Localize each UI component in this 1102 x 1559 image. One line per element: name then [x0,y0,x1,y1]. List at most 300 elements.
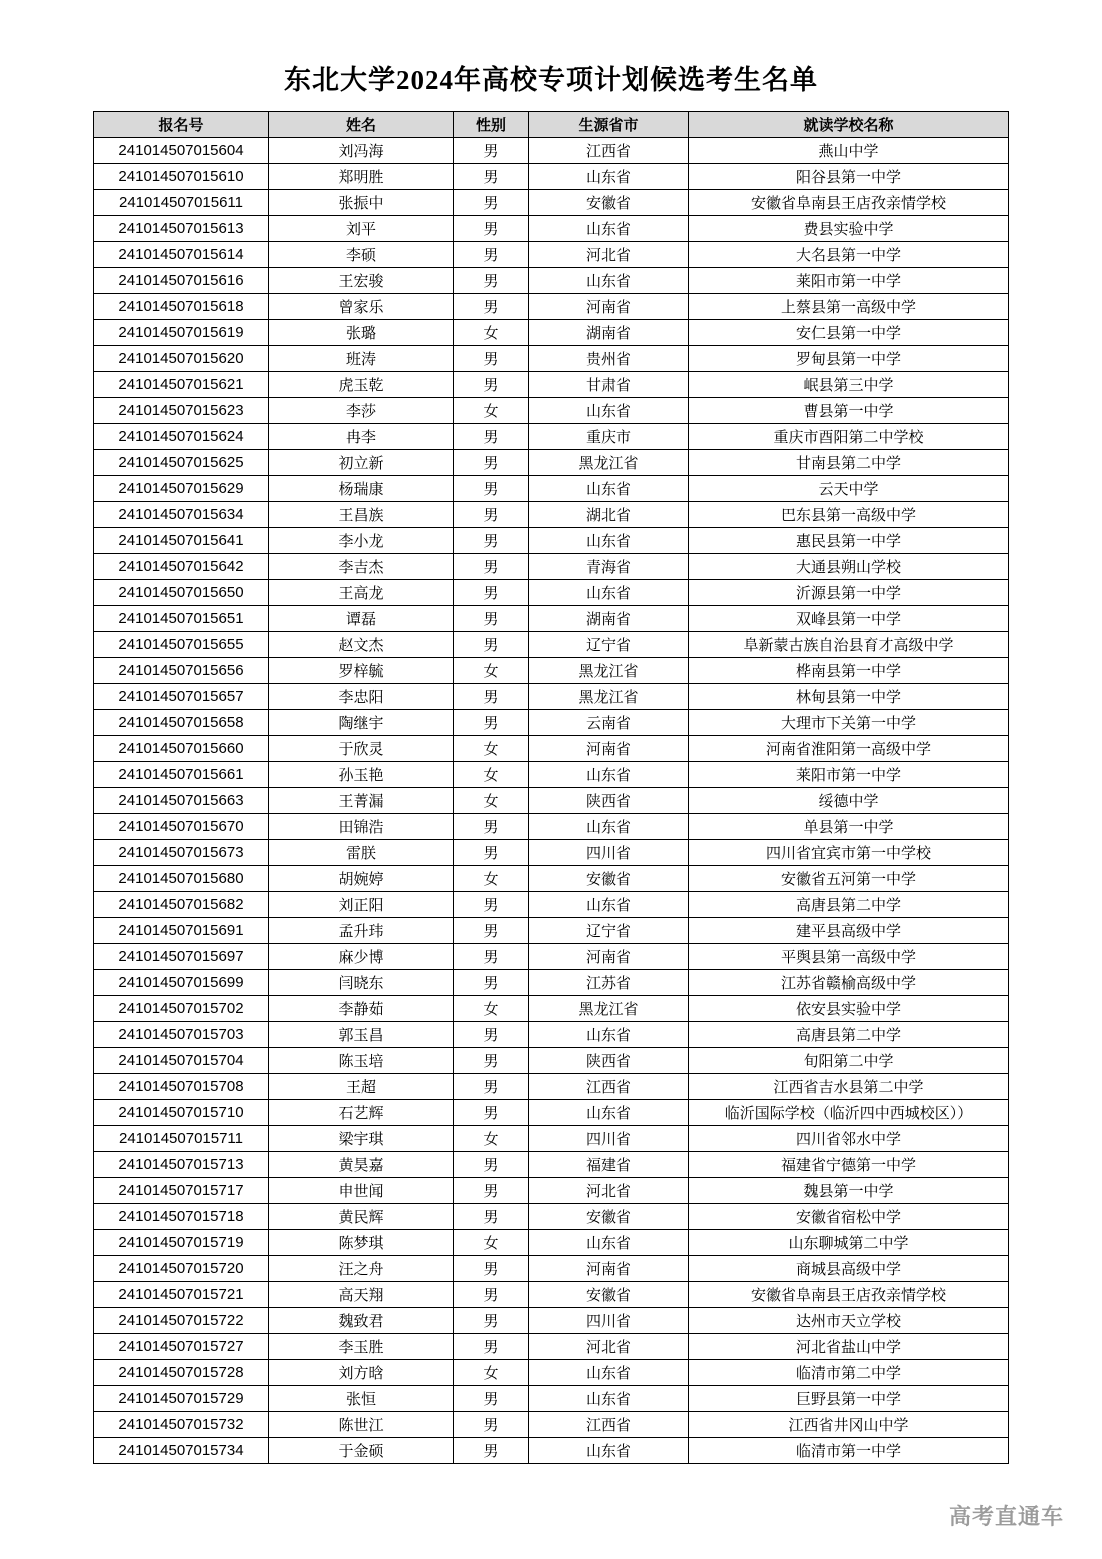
cell-gender: 男 [454,892,529,918]
cell-gender: 男 [454,1386,529,1412]
cell-gender: 男 [454,606,529,632]
cell-reg-no: 241014507015620 [94,346,269,372]
table-row [94,268,1009,294]
cell-province: 安徽省 [529,190,689,216]
cell-gender: 男 [454,1074,529,1100]
cell-school: 商城县高级中学 [689,1256,1009,1282]
cell-school: 甘南县第二中学 [689,450,1009,476]
table-row [94,1412,1009,1438]
cell-province: 辽宁省 [529,918,689,944]
cell-province: 河南省 [529,736,689,762]
cell-province: 河南省 [529,944,689,970]
cell-reg-no: 241014507015708 [94,1074,269,1100]
cell-school: 巴东县第一高级中学 [689,502,1009,528]
cell-school: 安徽省阜南县王店孜亲情学校 [689,190,1009,216]
cell-school: 山东聊城第二中学 [689,1230,1009,1256]
cell-school: 平舆县第一高级中学 [689,944,1009,970]
table-row [94,216,1009,242]
cell-school: 莱阳市第一中学 [689,268,1009,294]
cell-name: 雷朕 [269,840,454,866]
cell-province: 安徽省 [529,1282,689,1308]
table-row [94,1360,1009,1386]
cell-reg-no: 241014507015663 [94,788,269,814]
cell-province: 山东省 [529,1438,689,1464]
cell-school: 达州市天立学校 [689,1308,1009,1334]
table-row [94,762,1009,788]
cell-gender: 男 [454,1282,529,1308]
cell-name: 罗梓毓 [269,658,454,684]
cell-name: 王昌族 [269,502,454,528]
cell-reg-no: 241014507015641 [94,528,269,554]
cell-gender: 男 [454,190,529,216]
cell-reg-no: 241014507015680 [94,866,269,892]
cell-school: 四川省邻水中学 [689,1126,1009,1152]
cell-reg-no: 241014507015611 [94,190,269,216]
table-row [94,450,1009,476]
cell-province: 河北省 [529,242,689,268]
cell-name: 郭玉昌 [269,1022,454,1048]
cell-gender: 男 [454,164,529,190]
cell-province: 福建省 [529,1152,689,1178]
cell-province: 山东省 [529,476,689,502]
cell-gender: 男 [454,450,529,476]
cell-reg-no: 241014507015634 [94,502,269,528]
cell-name: 初立新 [269,450,454,476]
cell-reg-no: 241014507015727 [94,1334,269,1360]
cell-school: 阳谷县第一中学 [689,164,1009,190]
table-row [94,632,1009,658]
cell-school: 安徽省宿松中学 [689,1204,1009,1230]
cell-gender: 男 [454,1256,529,1282]
cell-province: 山东省 [529,268,689,294]
cell-name: 刘平 [269,216,454,242]
cell-name: 班涛 [269,346,454,372]
table-row [94,502,1009,528]
table-row [94,1334,1009,1360]
cell-name: 刘正阳 [269,892,454,918]
table-header [94,112,1009,138]
cell-school: 罗甸县第一中学 [689,346,1009,372]
table-row [94,866,1009,892]
cell-name: 石艺辉 [269,1100,454,1126]
cell-gender: 男 [454,1412,529,1438]
cell-gender: 女 [454,658,529,684]
cell-province: 山东省 [529,216,689,242]
cell-reg-no: 241014507015624 [94,424,269,450]
table-row [94,1178,1009,1204]
cell-name: 魏致君 [269,1308,454,1334]
cell-gender: 男 [454,944,529,970]
cell-school: 高唐县第二中学 [689,892,1009,918]
table-row [94,294,1009,320]
cell-name: 高天翔 [269,1282,454,1308]
table-row [94,1204,1009,1230]
cell-gender: 男 [454,918,529,944]
cell-gender: 男 [454,242,529,268]
cell-province: 河南省 [529,294,689,320]
cell-name: 田锦浩 [269,814,454,840]
cell-school: 单县第一中学 [689,814,1009,840]
cell-reg-no: 241014507015660 [94,736,269,762]
cell-province: 山东省 [529,528,689,554]
table-row [94,944,1009,970]
cell-school: 沂源县第一中学 [689,580,1009,606]
cell-gender: 女 [454,788,529,814]
table-row [94,554,1009,580]
table-row [94,346,1009,372]
cell-province: 河北省 [529,1178,689,1204]
cell-name: 汪之舟 [269,1256,454,1282]
cell-name: 冉李 [269,424,454,450]
cell-school: 高唐县第二中学 [689,1022,1009,1048]
cell-province: 四川省 [529,1126,689,1152]
cell-reg-no: 241014507015610 [94,164,269,190]
cell-school: 建平县高级中学 [689,918,1009,944]
cell-province: 山东省 [529,892,689,918]
cell-school: 桦南县第一中学 [689,658,1009,684]
cell-province: 陕西省 [529,1048,689,1074]
table-body [94,138,1009,1464]
cell-province: 河北省 [529,1334,689,1360]
cell-name: 陈世江 [269,1412,454,1438]
column-header-province: 生源省市 [529,112,689,138]
cell-province: 辽宁省 [529,632,689,658]
cell-province: 山东省 [529,1100,689,1126]
table-row [94,1074,1009,1100]
cell-reg-no: 241014507015711 [94,1126,269,1152]
cell-gender: 男 [454,684,529,710]
table-row [94,970,1009,996]
cell-gender: 男 [454,502,529,528]
cell-gender: 男 [454,216,529,242]
cell-school: 临清市第二中学 [689,1360,1009,1386]
cell-school: 河南省淮阳第一高级中学 [689,736,1009,762]
cell-name: 黄民辉 [269,1204,454,1230]
table-row [94,814,1009,840]
cell-gender: 女 [454,320,529,346]
table-row [94,424,1009,450]
cell-gender: 男 [454,476,529,502]
cell-reg-no: 241014507015651 [94,606,269,632]
table-row [94,658,1009,684]
cell-school: 上蔡县第一高级中学 [689,294,1009,320]
cell-name: 李忠阳 [269,684,454,710]
cell-reg-no: 241014507015713 [94,1152,269,1178]
cell-reg-no: 241014507015702 [94,996,269,1022]
cell-gender: 男 [454,294,529,320]
cell-name: 孙玉艳 [269,762,454,788]
cell-province: 四川省 [529,1308,689,1334]
table-row [94,528,1009,554]
cell-name: 陈梦琪 [269,1230,454,1256]
table-row [94,1282,1009,1308]
cell-school: 巨野县第一中学 [689,1386,1009,1412]
cell-name: 梁宇琪 [269,1126,454,1152]
cell-province: 山东省 [529,398,689,424]
cell-province: 青海省 [529,554,689,580]
cell-gender: 男 [454,970,529,996]
table-row [94,138,1009,164]
cell-reg-no: 241014507015729 [94,1386,269,1412]
cell-name: 陶继宇 [269,710,454,736]
cell-gender: 女 [454,1230,529,1256]
cell-reg-no: 241014507015722 [94,1308,269,1334]
cell-province: 甘肃省 [529,372,689,398]
table-row [94,372,1009,398]
table-row [94,190,1009,216]
cell-gender: 男 [454,528,529,554]
table-row [94,788,1009,814]
cell-reg-no: 241014507015682 [94,892,269,918]
cell-reg-no: 241014507015650 [94,580,269,606]
cell-gender: 男 [454,1100,529,1126]
cell-name: 王超 [269,1074,454,1100]
cell-province: 四川省 [529,840,689,866]
cell-reg-no: 241014507015658 [94,710,269,736]
cell-name: 黄昊嘉 [269,1152,454,1178]
cell-gender: 男 [454,710,529,736]
page-title: 东北大学2024年高校专项计划候选考生名单 [284,65,818,95]
cell-name: 曾家乐 [269,294,454,320]
cell-name: 于欣灵 [269,736,454,762]
cell-name: 虎玉乾 [269,372,454,398]
cell-school: 四川省宜宾市第一中学校 [689,840,1009,866]
cell-province: 山东省 [529,1360,689,1386]
cell-gender: 男 [454,814,529,840]
cell-name: 胡婉婷 [269,866,454,892]
table-row [94,1152,1009,1178]
cell-reg-no: 241014507015619 [94,320,269,346]
cell-gender: 男 [454,1204,529,1230]
cell-gender: 女 [454,1360,529,1386]
cell-name: 张振中 [269,190,454,216]
table-row [94,1438,1009,1464]
cell-school: 魏县第一中学 [689,1178,1009,1204]
cell-name: 王宏骏 [269,268,454,294]
cell-school: 河北省盐山中学 [689,1334,1009,1360]
cell-gender: 女 [454,736,529,762]
cell-reg-no: 241014507015618 [94,294,269,320]
table-row [94,918,1009,944]
cell-reg-no: 241014507015697 [94,944,269,970]
cell-school: 临沂国际学校（临沂四中西城校区）） [689,1100,1009,1126]
table-row [94,710,1009,736]
cell-school: 大通县朔山学校 [689,554,1009,580]
cell-gender: 男 [454,372,529,398]
table-row [94,1386,1009,1412]
cell-school: 双峰县第一中学 [689,606,1009,632]
cell-reg-no: 241014507015704 [94,1048,269,1074]
column-header-gender: 性别 [454,112,529,138]
cell-province: 江西省 [529,1412,689,1438]
cell-reg-no: 241014507015655 [94,632,269,658]
table-row [94,164,1009,190]
watermark-text: 高考直通车 [948,1504,1064,1529]
cell-gender: 女 [454,996,529,1022]
cell-gender: 女 [454,866,529,892]
cell-gender: 男 [454,268,529,294]
cell-province: 河南省 [529,1256,689,1282]
cell-name: 陈玉培 [269,1048,454,1074]
cell-province: 湖南省 [529,606,689,632]
cell-gender: 女 [454,762,529,788]
cell-province: 安徽省 [529,866,689,892]
cell-school: 大理市下关第一中学 [689,710,1009,736]
cell-name: 李小龙 [269,528,454,554]
cell-name: 张璐 [269,320,454,346]
cell-gender: 男 [454,632,529,658]
cell-province: 湖南省 [529,320,689,346]
cell-reg-no: 241014507015656 [94,658,269,684]
table-row [94,1256,1009,1282]
cell-gender: 女 [454,1126,529,1152]
table-row [94,684,1009,710]
cell-reg-no: 241014507015629 [94,476,269,502]
cell-gender: 男 [454,1438,529,1464]
table-row [94,1230,1009,1256]
cell-school: 江西省井冈山中学 [689,1412,1009,1438]
cell-name: 王高龙 [269,580,454,606]
cell-school: 惠民县第一中学 [689,528,1009,554]
cell-school: 依安县实验中学 [689,996,1009,1022]
cell-gender: 男 [454,1308,529,1334]
cell-province: 山东省 [529,1386,689,1412]
cell-school: 云天中学 [689,476,1009,502]
table-row [94,892,1009,918]
table-row [94,840,1009,866]
cell-reg-no: 241014507015721 [94,1282,269,1308]
candidate-table [93,111,1009,1464]
cell-reg-no: 241014507015614 [94,242,269,268]
cell-gender: 男 [454,1152,529,1178]
cell-province: 黑龙江省 [529,658,689,684]
cell-reg-no: 241014507015613 [94,216,269,242]
cell-province: 黑龙江省 [529,450,689,476]
cell-name: 麻少博 [269,944,454,970]
cell-reg-no: 241014507015642 [94,554,269,580]
cell-gender: 男 [454,554,529,580]
cell-province: 江西省 [529,1074,689,1100]
cell-gender: 男 [454,346,529,372]
table-row [94,1048,1009,1074]
table-row [94,242,1009,268]
cell-school: 安徽省五河第一中学 [689,866,1009,892]
cell-reg-no: 241014507015625 [94,450,269,476]
cell-reg-no: 241014507015699 [94,970,269,996]
cell-school: 江苏省赣榆高级中学 [689,970,1009,996]
table-row [94,320,1009,346]
cell-name: 张恒 [269,1386,454,1412]
cell-gender: 男 [454,138,529,164]
cell-name: 李莎 [269,398,454,424]
cell-school: 江西省吉水县第二中学 [689,1074,1009,1100]
table-row [94,736,1009,762]
cell-school: 安徽省阜南县王店孜亲情学校 [689,1282,1009,1308]
table-header-row [94,112,1009,138]
cell-gender: 男 [454,580,529,606]
cell-reg-no: 241014507015703 [94,1022,269,1048]
cell-province: 重庆市 [529,424,689,450]
cell-reg-no: 241014507015657 [94,684,269,710]
cell-name: 申世闻 [269,1178,454,1204]
cell-reg-no: 241014507015732 [94,1412,269,1438]
table-row [94,580,1009,606]
cell-name: 刘方晗 [269,1360,454,1386]
cell-name: 于金硕 [269,1438,454,1464]
cell-gender: 男 [454,1178,529,1204]
cell-name: 李玉胜 [269,1334,454,1360]
cell-province: 云南省 [529,710,689,736]
cell-province: 山东省 [529,814,689,840]
cell-province: 江西省 [529,138,689,164]
cell-reg-no: 241014507015661 [94,762,269,788]
table-row [94,1308,1009,1334]
cell-province: 黑龙江省 [529,996,689,1022]
cell-name: 孟升玮 [269,918,454,944]
cell-school: 重庆市酉阳第二中学校 [689,424,1009,450]
cell-school: 安仁县第一中学 [689,320,1009,346]
cell-gender: 女 [454,398,529,424]
cell-school: 莱阳市第一中学 [689,762,1009,788]
cell-province: 贵州省 [529,346,689,372]
cell-name: 李硕 [269,242,454,268]
cell-reg-no: 241014507015691 [94,918,269,944]
cell-province: 湖北省 [529,502,689,528]
cell-school: 曹县第一中学 [689,398,1009,424]
cell-school: 临清市第一中学 [689,1438,1009,1464]
table-row [94,1100,1009,1126]
table-row [94,996,1009,1022]
cell-name: 王菁漏 [269,788,454,814]
cell-school: 阜新蒙古族自治县育才高级中学 [689,632,1009,658]
cell-reg-no: 241014507015728 [94,1360,269,1386]
cell-name: 郑明胜 [269,164,454,190]
cell-school: 福建省宁德第一中学 [689,1152,1009,1178]
cell-reg-no: 241014507015710 [94,1100,269,1126]
cell-name: 杨瑞康 [269,476,454,502]
cell-name: 谭磊 [269,606,454,632]
cell-name: 刘冯海 [269,138,454,164]
cell-reg-no: 241014507015720 [94,1256,269,1282]
cell-reg-no: 241014507015717 [94,1178,269,1204]
cell-name: 李静茹 [269,996,454,1022]
cell-gender: 男 [454,840,529,866]
cell-school: 岷县第三中学 [689,372,1009,398]
cell-school: 旬阳第二中学 [689,1048,1009,1074]
cell-province: 黑龙江省 [529,684,689,710]
cell-province: 江苏省 [529,970,689,996]
cell-reg-no: 241014507015604 [94,138,269,164]
cell-reg-no: 241014507015734 [94,1438,269,1464]
cell-name: 赵文杰 [269,632,454,658]
cell-province: 山东省 [529,1230,689,1256]
table-row [94,476,1009,502]
cell-reg-no: 241014507015616 [94,268,269,294]
cell-gender: 男 [454,1334,529,1360]
column-header-name: 姓名 [269,112,454,138]
cell-province: 山东省 [529,580,689,606]
table-row [94,1126,1009,1152]
column-header-reg-no: 报名号 [94,112,269,138]
column-header-school: 就读学校名称 [689,112,1009,138]
cell-reg-no: 241014507015673 [94,840,269,866]
cell-name: 李吉杰 [269,554,454,580]
table-row [94,1022,1009,1048]
cell-reg-no: 241014507015719 [94,1230,269,1256]
table-row [94,398,1009,424]
cell-province: 山东省 [529,762,689,788]
cell-province: 山东省 [529,1022,689,1048]
